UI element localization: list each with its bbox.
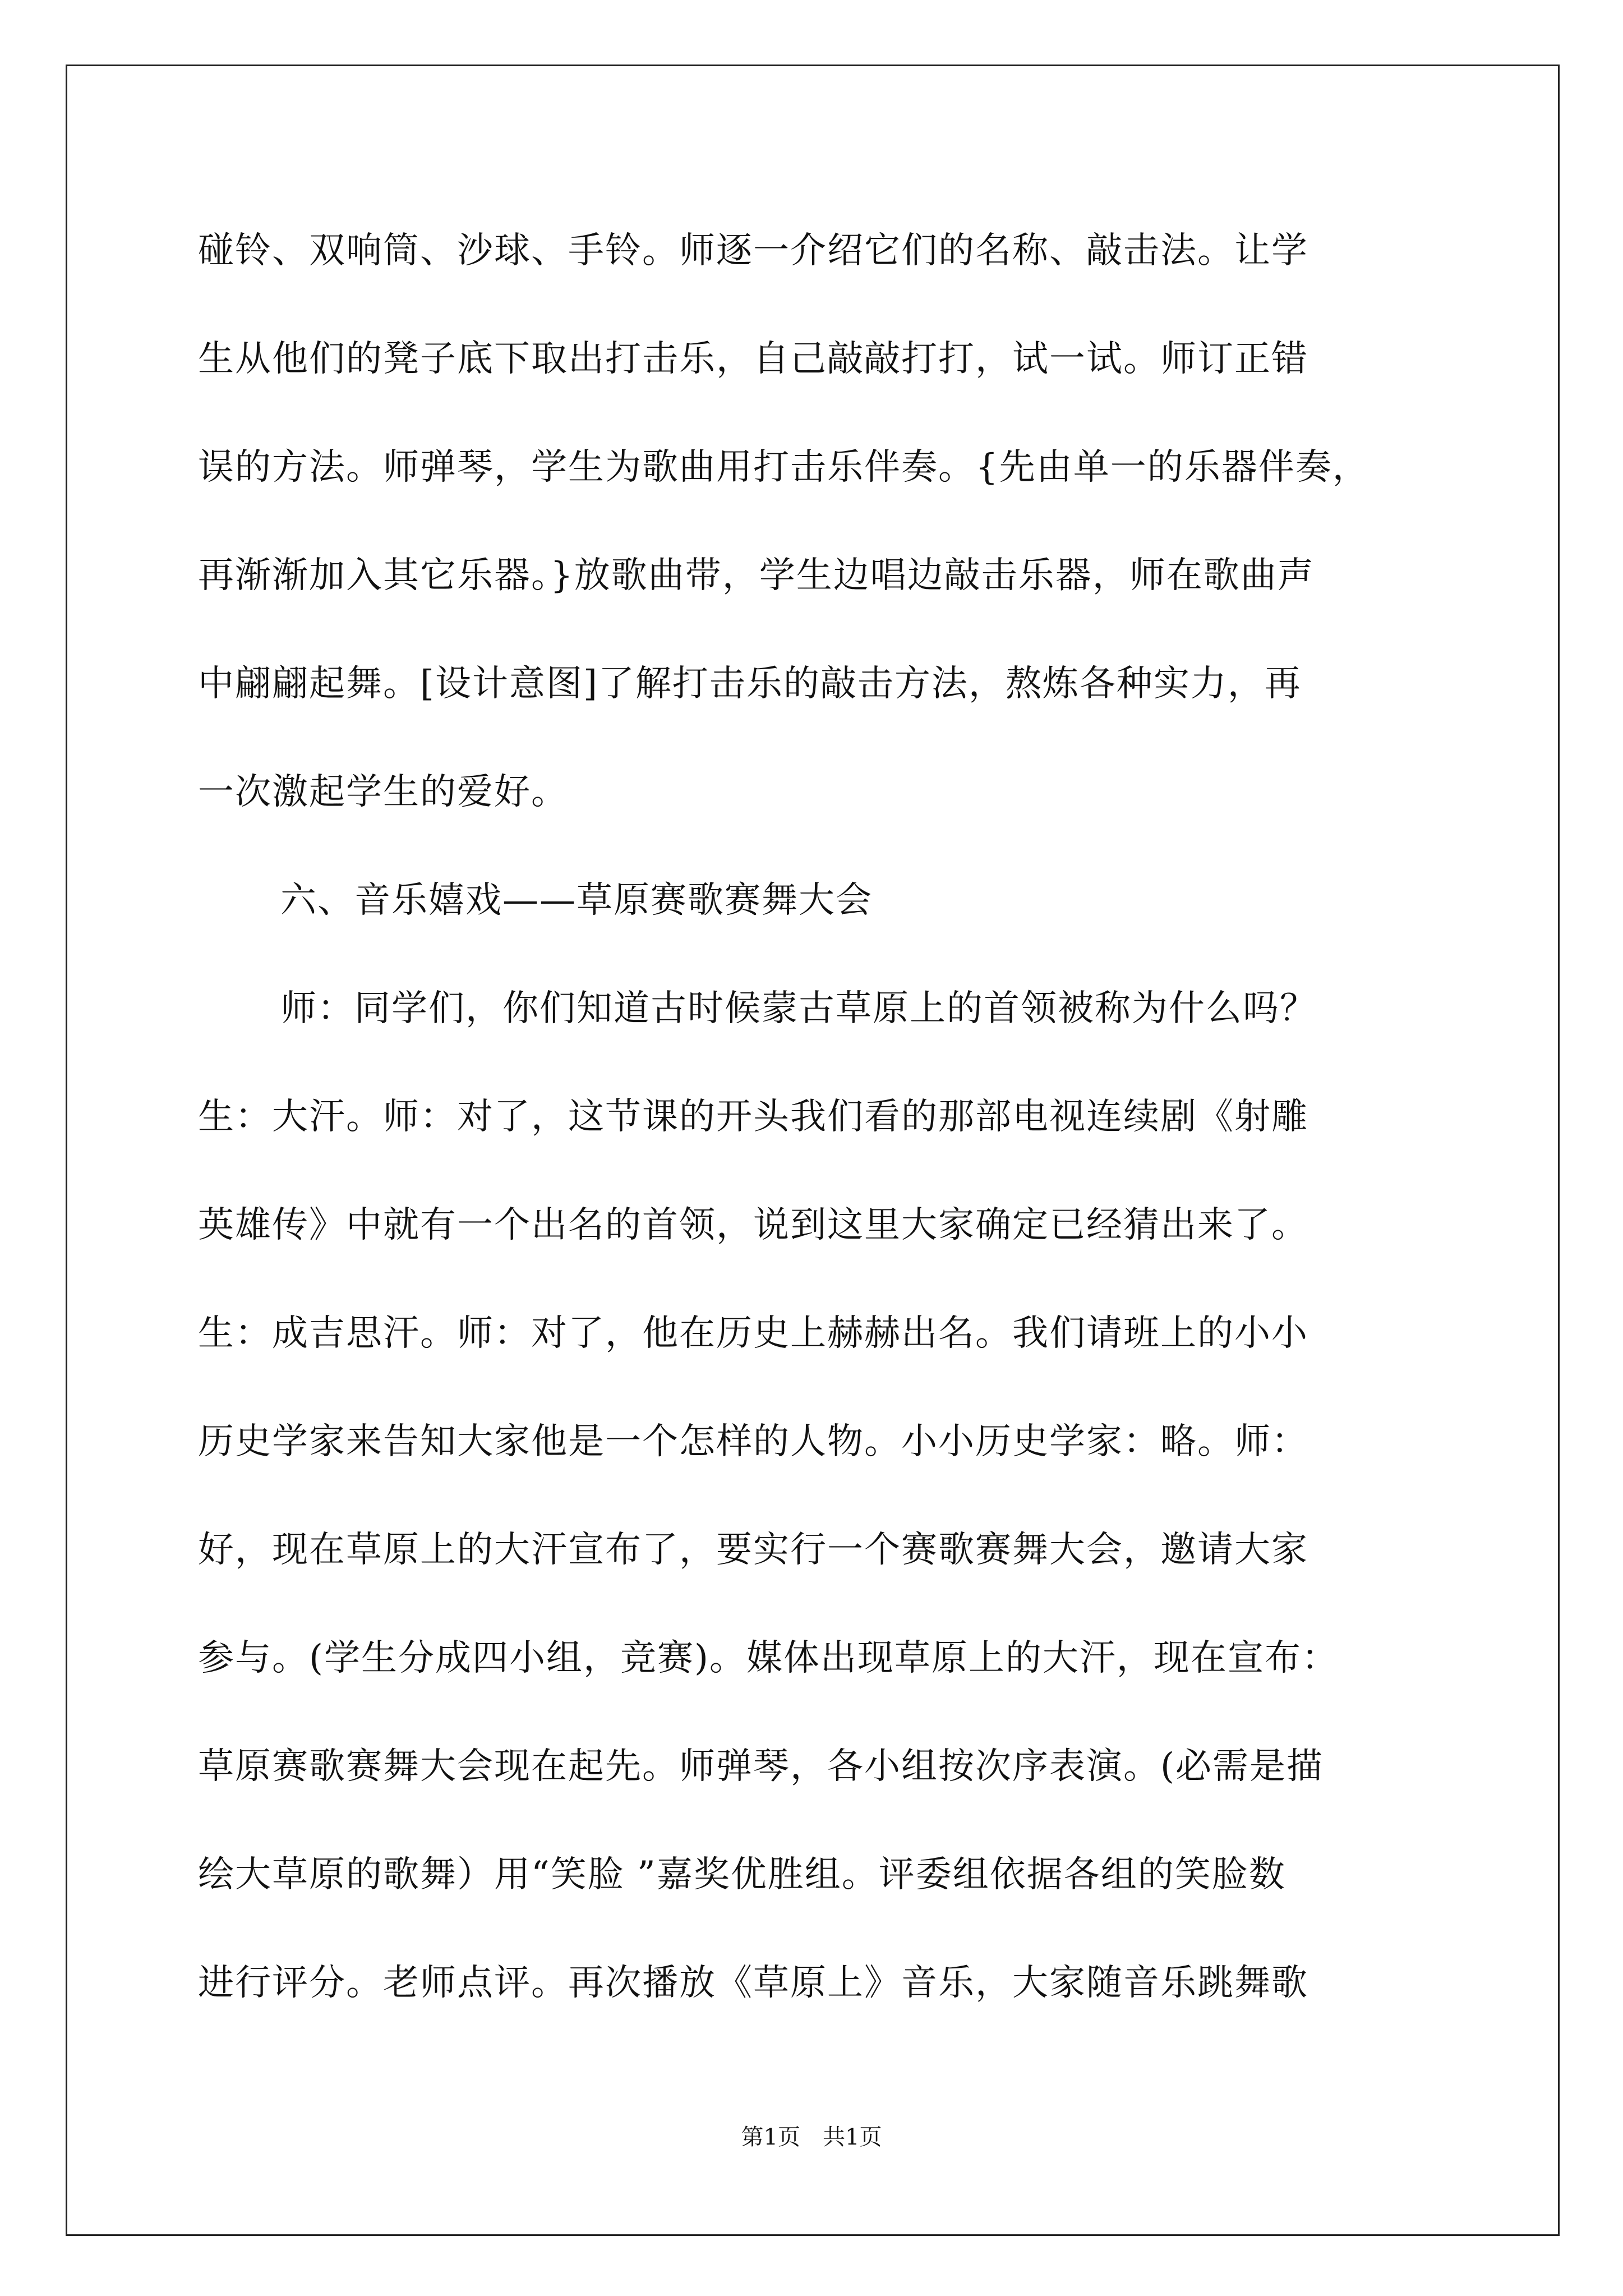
text-line: 师：同学们，你们知道古时候蒙古草原上的首领被称为什么吗？ [280,988,1317,1029]
text-line: 好，现在草原上的大汗宣布了，要实行一个赛歌赛舞大会，邀请大家 [198,1529,1308,1571]
text-line: 进行评分。老师点评。再次播放《草原上》音乐，大家随音乐跳舞歌 [198,1962,1308,2004]
text-line: 草原赛歌赛舞大会现在起先。师弹琴，各小组按次序表演。(必需是描 [198,1746,1324,1787]
text-line: 误的方法。师弹琴，学生为歌曲用打击乐伴奏。{先由单一的乐器伴奏， [198,447,1370,488]
section-heading: 六、音乐嬉戏——草原赛歌赛舞大会 [280,880,873,921]
text-line: 绘大草原的歌舞）用“笑脸 ”嘉奖优胜组。评委组依据各组的笑脸数 [198,1854,1286,1895]
text-line: 生：大汗。师：对了，这节课的开头我们看的那部电视连续剧《射雕 [198,1096,1308,1138]
page-number-footer: 第1页 共1页 [741,2124,882,2150]
text-line: 历史学家来告知大家他是一个怎样的人物。小小历史学家：略。师： [198,1421,1308,1462]
text-line: 中翩翩起舞。[设计意图]了解打击乐的敲击方法，熬炼各种实力，再 [198,663,1302,705]
text-line: 生从他们的凳子底下取出打击乐，自己敲敲打打，试一试。师订正错 [198,338,1308,380]
text-line: 一次激起学生的爱好。 [198,771,568,813]
page-border [66,65,1560,2236]
text-line: 生：成吉思汗。师：对了，他在历史上赫赫出名。我们请班上的小小 [198,1313,1308,1354]
text-line: 参与。(学生分成四小组，竞赛)。媒体出现草原上的大汗，现在宣布： [198,1637,1339,1679]
text-line: 碰铃、双响筒、沙球、手铃。师逐一介绍它们的名称、敲击法。让学 [198,230,1308,272]
text-line: 英雄传》中就有一个出名的首领，说到这里大家确定已经猜出来了。 [198,1204,1308,1246]
text-line: 再渐渐加入其它乐器。}放歌曲带，学生边唱边敲击乐器，师在歌曲声 [198,555,1315,596]
